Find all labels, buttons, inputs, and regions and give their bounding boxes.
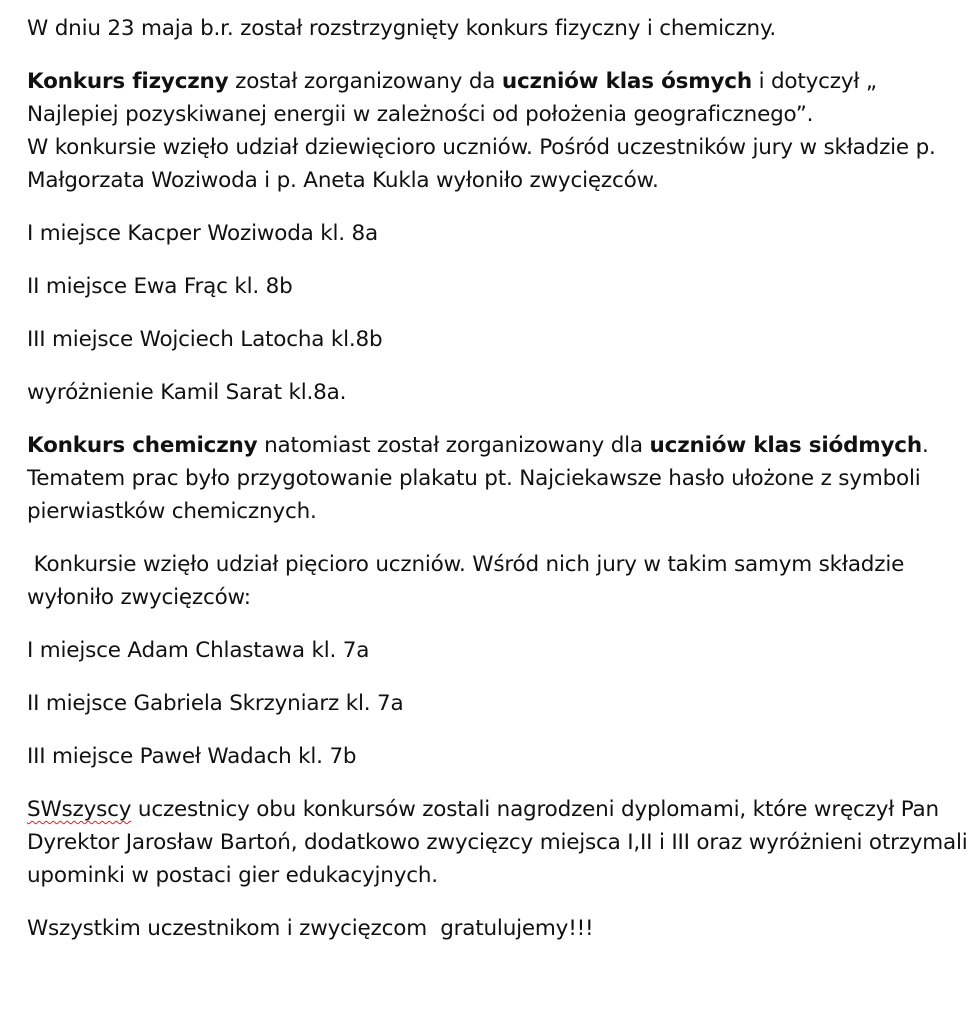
chemistry-text-2: . Tematem prac było przygotowanie plakatu pt. Najciekawsze hasło ułożone z symboli pierwiastków chemicznych. [27, 433, 929, 524]
physics-contest-paragraph [27, 65, 972, 197]
physics-audience: uczniów klas ósmych [501, 69, 752, 94]
chemistry-audience: uczniów klas siódmych [649, 433, 922, 458]
physics-text-3: W konkursie wzięło udział dziewięcioro uczniów. Pośród uczestników jury w składzie p. Małgorzata Woziwoda i p. Aneta Kukla wyłoniło zwycięzców. [27, 135, 936, 193]
physics-contest-title: Konkurs fizyczny [27, 69, 229, 94]
closing-text: uczestnicy obu konkursów zostali nagrodzeni dyplomami, które wręczył Pan Dyrektor Jarosław Bartoń, dodatkowo zwycięzcy miejsca I,II i III oraz wyróżnieni otrzymali upominki w postaci gier edukacyjnych. [27, 797, 968, 888]
chemistry-result-2: II miejsce Gabriela Skrzyniarz kl. 7a [27, 691, 404, 716]
intro-paragraph: W dniu 23 maja b.r. został rozstrzygnięty konkurs fizyczny i chemiczny. [27, 16, 777, 41]
document-body [27, 12, 972, 965]
chemistry-participants-paragraph: Konkursie wzięło udział pięcioro uczniów. Wśród nich jury w takim samym składzie wyłoniło zwycięzców: [27, 552, 911, 610]
congratulations-line: Wszystkim uczestnikom i zwycięzcom gratulujemy!!! [27, 916, 594, 941]
chemistry-result-3: III miejsce Paweł Wadach kl. 7b [27, 744, 357, 769]
physics-result-3: III miejsce Wojciech Latocha kl.8b [27, 327, 383, 352]
chemistry-result-1: I miejsce Adam Chlastawa kl. 7a [27, 638, 370, 663]
physics-result-1: I miejsce Kacper Woziwoda kl. 8a [27, 221, 378, 246]
misspelled-word[interactable]: SWszyscy [27, 797, 132, 822]
physics-text-2: i dotyczył „ Najlepiej pozyskiwanej energii w zależności od położenia geograficznego”. [27, 69, 877, 127]
closing-paragraph [27, 793, 972, 892]
chemistry-contest-title: Konkurs chemiczny [27, 433, 258, 458]
chemistry-contest-paragraph [27, 429, 972, 528]
chemistry-text-1: natomiast został zorganizowany dla [257, 433, 650, 458]
physics-distinction: wyróżnienie Kamil Sarat kl.8a. [27, 380, 347, 405]
physics-result-2: II miejsce Ewa Frąc kl. 8b [27, 274, 293, 299]
physics-text-1: został zorganizowany da [228, 69, 502, 94]
